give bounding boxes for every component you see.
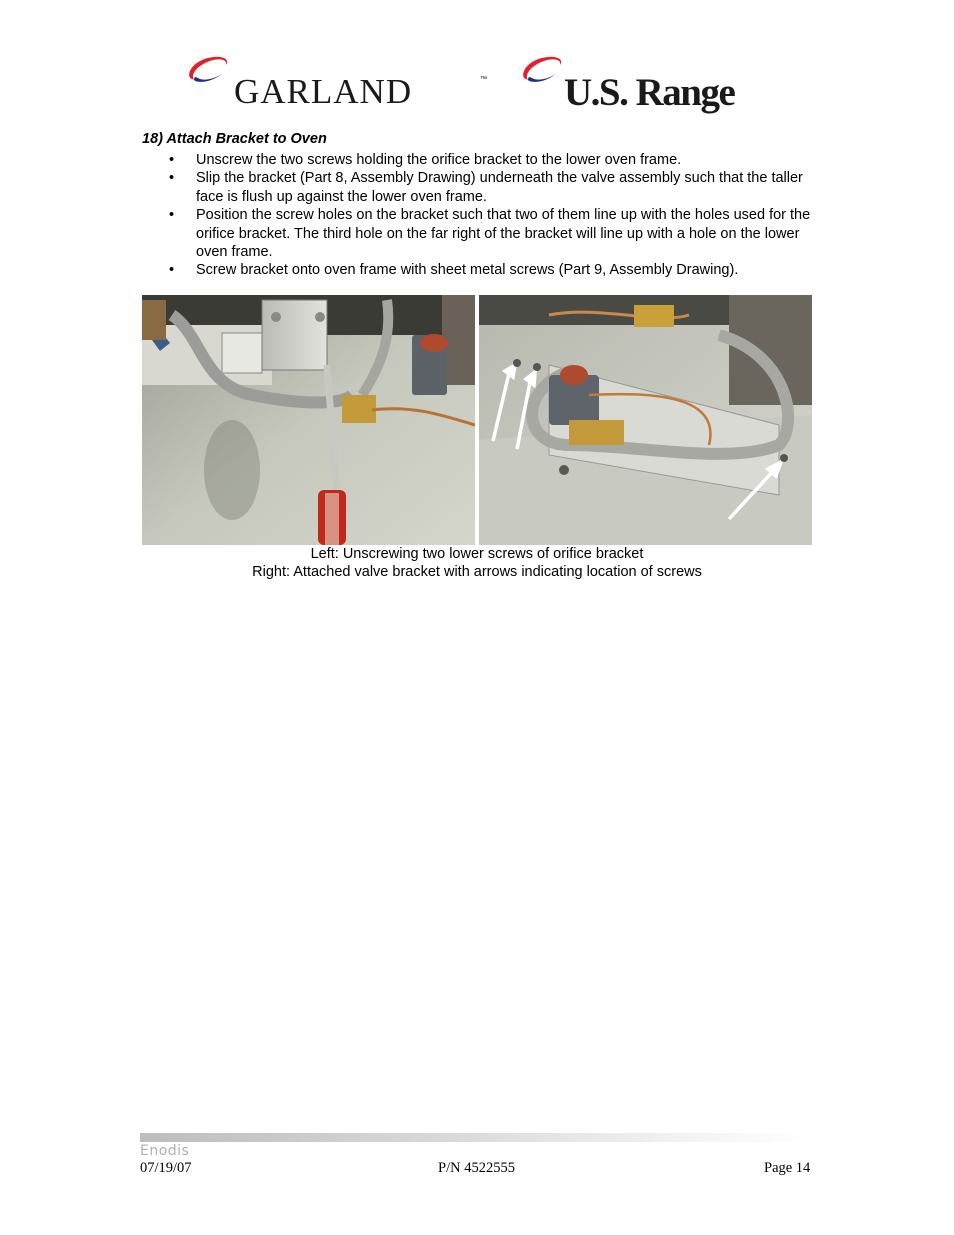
photo-attached-valve-bracket [479,295,812,545]
footer-page-number: Page 14 [764,1160,811,1176]
bullet-icon: • [169,262,175,279]
step-text: Slip the bracket (Part 8, Assembly Drawing) underneath the valve assembly such that the taller face is flush up against the lower oven frame. [196,170,803,205]
step-text: Position the screw holes on the bracket such that two of them line up with the holes used for the orifice bracket. The third hole on the far right of the bracket will line up with a hole on the lower oven frame. [196,207,811,261]
footer-divider [140,1133,810,1142]
step-list [142,151,822,280]
garland-logo-text: GARLAND [234,72,413,111]
instruction-section [142,130,822,280]
bullet-icon: • [169,152,175,168]
header-logos [180,50,780,120]
swoosh-icon [184,52,232,86]
photo-pair [142,295,812,545]
footer-brand-logo: Enodis [140,1143,190,1159]
usrange-logo [514,50,774,120]
section-heading: 18) Attach Bracket to Oven [142,131,327,147]
step-item [142,151,822,169]
bullet-icon: • [169,170,175,187]
usrange-logo-text: U.S. Range [564,71,735,114]
footer-part-number: P/N 4522555 [438,1160,515,1176]
step-item [142,169,822,206]
footer-date: 07/19/07 [140,1160,192,1176]
step-item [142,261,822,279]
step-text: Unscrew the two screws holding the orifice bracket to the lower oven frame. [196,152,682,168]
step-text: Screw bracket onto oven frame with sheet metal screws (Part 9, Assembly Drawing). [196,262,739,279]
photo-unscrewing-orifice-bracket [142,295,475,545]
garland-logo [180,50,490,120]
trademark-symbol: ™ [480,76,487,83]
bullet-icon: • [169,207,175,224]
figure-caption-right: Right: Attached valve bracket with arrows indicating location of screws [252,564,702,580]
step-item [142,206,822,261]
swoosh-icon [518,52,566,86]
figure-caption-left: Left: Unscrewing two lower screws of orifice bracket [310,546,644,562]
